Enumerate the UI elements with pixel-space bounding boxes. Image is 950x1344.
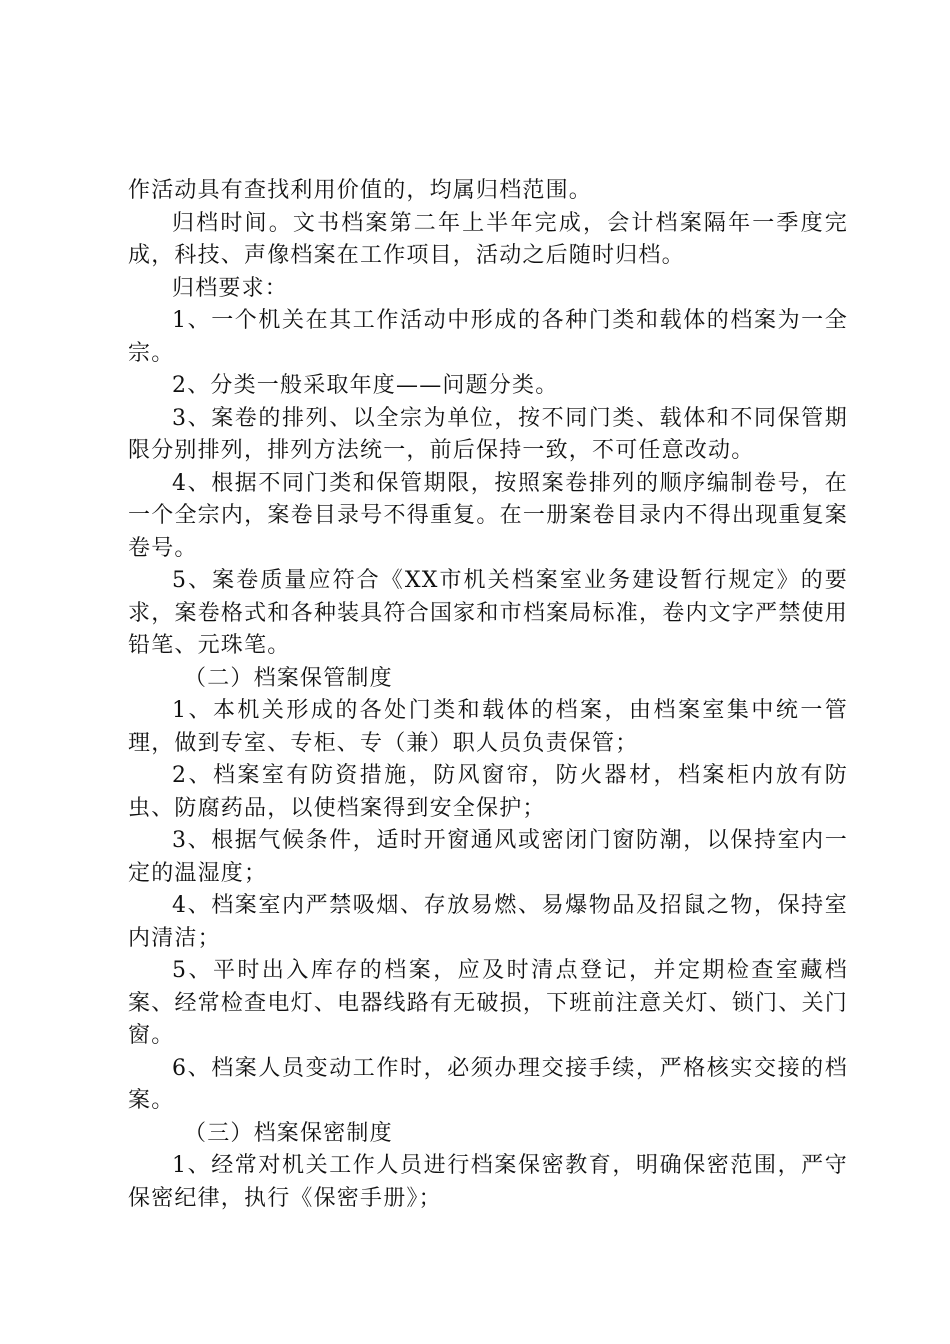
paragraph-17: 1、经常对机关工作人员进行档案保密教育，明确保密范围，严守保密纪律，执行《保密手册》； — [128, 1153, 848, 1211]
paragraph-3: 归档要求： — [172, 275, 289, 301]
paragraph-5: 2、分类一般采取年度——问题分类。 — [172, 373, 559, 398]
section-heading-3: （三）档案保密制度 — [184, 1120, 393, 1146]
paragraph-12: 3、根据气候条件，适时开窗通风或密闭门窗防潮，以保持室内一定的温湿度； — [128, 828, 848, 886]
paragraph-6: 3、案卷的排列、以全宗为单位，按不同门类、载体和不同保管期限分别排列，排列方法统一，前后保持一致，不可任意改动。 — [128, 405, 848, 463]
document-body — [128, 175, 848, 1215]
paragraph-7: 4、根据不同门类和保管期限，按照案卷排列的顺序编制卷号，在一个全宗内，案卷目录号不得重复。在一册案卷目录内不得出现重复案卷号。 — [128, 470, 848, 561]
paragraph-14: 5、平时出入库存的档案，应及时清点登记，并定期检查室藏档案、经常检查电灯、电器线路有无破损，下班前注意关灯、锁门、关门窗。 — [128, 958, 848, 1048]
paragraph-10: 1、本机关形成的各处门类和载体的档案，由档案室集中统一管理，做到专室、专柜、专（兼）职人员负责保管； — [128, 698, 848, 756]
paragraph-15: 6、档案人员变动工作时，必须办理交接手续，严格核实交接的档案。 — [128, 1055, 848, 1113]
paragraph-8: 5、案卷质量应符合《XX市机关档案室业务建设暂行规定》的要求，案卷格式和各种装具符合国家和市档案局标准，卷内文字严禁使用铅笔、元珠笔。 — [128, 568, 848, 658]
paragraph-11: 2、档案室有防资措施，防风窗帘，防火器材，档案柜内放有防虫、防腐药品，以使档案得到安全保护； — [128, 763, 848, 821]
paragraph-13: 4、档案室内严禁吸烟、存放易燃、易爆物品及招鼠之物，保持室内清洁； — [128, 893, 848, 951]
paragraph-4: 1、一个机关在其工作活动中形成的各种门类和载体的档案为一全宗。 — [128, 308, 848, 366]
section-heading-2: （二）档案保管制度 — [184, 665, 393, 691]
paragraph-2: 归档时间。文书档案第二年上半年完成，会计档案隔年一季度完成，科技、声像档案在工作项目，活动之后随时归档。 — [128, 210, 848, 268]
paragraph-1: 作活动具有查找利用价值的，均属归档范围。 — [128, 178, 593, 203]
